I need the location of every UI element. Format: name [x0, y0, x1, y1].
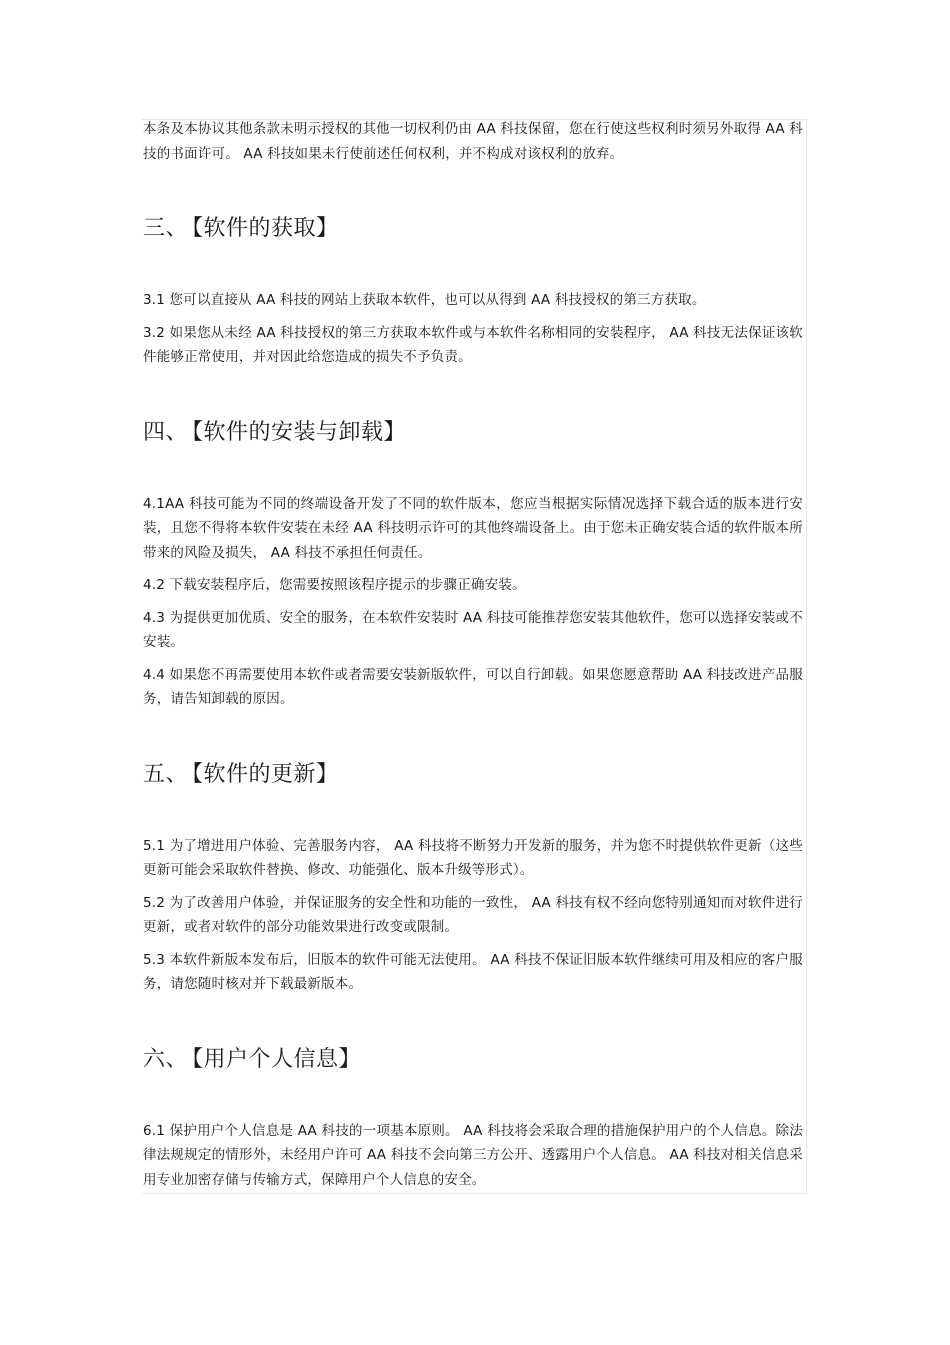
section-software-update — [143, 760, 803, 997]
section-title: 【用户个人信息】 — [192, 1046, 362, 1072]
clause-3-1: 3.1 您可以直接从 AA 科技的网站上获取本软件，也可以从得到 AA 科技授权的第三方获取。 — [143, 292, 706, 308]
clause-5-1: 5.1 为了增进用户体验、完善服务内容， AA 科技将不断努力开发新的服务，并为您不时提供软件更新（这些更新可能会采取软件替换、修改、功能强化、版本升级等形式）。 — [143, 837, 803, 878]
intro-paragraph: 本条及本协议其他条款未明示授权的其他一切权利仍由 AA 科技保留，您在行使这些权利时须另外取得 AA 科技的书面许可。 AA 科技如果未行使前述任何权利，并不构成对该权利的放弃。 — [143, 121, 803, 162]
section-number: 四、 — [143, 419, 189, 445]
document-body — [143, 117, 803, 1200]
clause-4-3: 4.3 为提供更加优质、安全的服务，在本软件安装时 AA 科技可能推荐您安装其他软件，您可以选择安装或不安装。 — [143, 609, 803, 650]
section-personal-info — [143, 1045, 803, 1193]
section-number: 六、 — [143, 1046, 189, 1072]
section-title: 【软件的安装与卸载】 — [192, 419, 407, 445]
section-software-acquisition — [143, 214, 803, 370]
clause-4-4: 4.4 如果您不再需要使用本软件或者需要安装新版软件，可以自行卸载。如果您愿意帮助 AA 科技改进产品服务，请告知卸载的原因。 — [143, 666, 803, 707]
section-title: 【软件的获取】 — [192, 216, 339, 241]
clause-5-2: 5.2 为了改善用户体验，并保证服务的安全性和功能的一致性， AA 科技有权不经向您特别通知而对软件进行更新，或者对软件的部分功能效果进行改变或限制。 — [143, 894, 803, 935]
clause-3-2: 3.2 如果您从未经 AA 科技授权的第三方获取本软件或与本软件名称相同的安装程序， AA 科技无法保证该软件能够正常使用，并对因此给您造成的损失不予负责。 — [143, 324, 803, 365]
section-heading — [143, 214, 803, 244]
clause-5-3: 5.3 本软件新版本发布后，旧版本的软件可能无法使用。 AA 科技不保证旧版本软件继续可用及相应的客户服务，请您随时核对并下载最新版本。 — [143, 951, 803, 992]
clause-4-1: 4.1AA 科技可能为不同的终端设备开发了不同的软件版本，您应当根据实际情况选择下载合适的版本进行安装，且您不得将本软件安装在未经 AA 科技明示许可的其他终端设备上。由于您未正确安装合适的软件版本所带来的风险及损失， AA 科技不承担任何责任。 — [143, 495, 803, 561]
section-heading — [143, 1045, 803, 1075]
section-heading — [143, 418, 803, 448]
section-heading — [143, 760, 803, 790]
section-number: 五、 — [143, 761, 189, 787]
section-number: 三、 — [143, 216, 189, 241]
clause-6-1: 6.1 保护用户个人信息是 AA 科技的一项基本原则。 AA 科技将会采取合理的措施保护用户的个人信息。除法律法规规定的情形外，未经用户许可 AA 科技不会向第三方公开、透露用户个人信息。 AA 科技对相关信息采用专业加密存储与传输方式，保障用户个人信息的安全。 — [143, 1122, 803, 1188]
clause-4-2: 4.2 下载安装程序后，您需要按照该程序提示的步骤正确安装。 — [143, 577, 526, 593]
section-install-uninstall — [143, 418, 803, 712]
section-title: 【软件的更新】 — [192, 761, 339, 787]
